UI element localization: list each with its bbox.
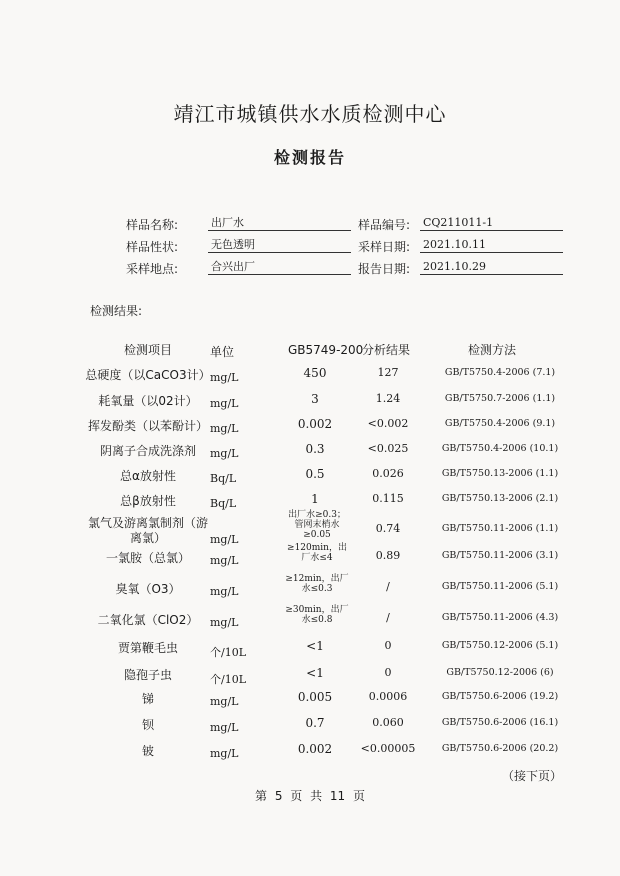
- sampling-date-value: 2021.10.11: [420, 237, 563, 253]
- row-unit: mg/L: [210, 554, 239, 567]
- row-standard: 450: [303, 366, 327, 380]
- page-footer: 第 5 页 共 11 页: [255, 789, 365, 803]
- row-method: GB/T5750.6-2006 (20.2): [441, 743, 559, 754]
- row-result: 0.115: [372, 492, 404, 505]
- row-standard: <1: [306, 666, 324, 680]
- row-item: 隐孢子虫: [123, 668, 172, 682]
- row-item: 臭氧（O3）: [115, 582, 181, 596]
- sample-name-value: 出厂水: [208, 215, 351, 231]
- row-method: GB/T5750.6-2006 (16.1): [441, 717, 559, 728]
- row-standard: 0.5: [305, 467, 325, 481]
- col-header-method: 检测方法: [468, 343, 517, 357]
- sampling-site-label: 采样地点:: [126, 262, 179, 276]
- row-item: 阴离子合成洗涤剂: [99, 444, 196, 458]
- row-unit: mg/L: [210, 747, 239, 760]
- row-standard: 3: [311, 392, 319, 406]
- row-result: 0.026: [372, 467, 404, 480]
- col-header-result: 分析结果: [362, 343, 411, 357]
- row-result: 0.74: [375, 522, 401, 535]
- row-item: 总硬度（以CaCO3计）: [85, 368, 211, 382]
- row-method: GB/T5750.13-2006 (1.1): [441, 468, 559, 479]
- row-result: <0.00005: [360, 742, 416, 755]
- row-result: <0.002: [367, 417, 409, 430]
- row-result: /: [386, 580, 390, 593]
- results-label: 检测结果:: [90, 304, 143, 318]
- row-standard: ≥120min，出厂水≤4: [287, 543, 347, 563]
- row-method: GB/T5750.7-2006 (1.1): [444, 393, 556, 404]
- sample-id-label: 样品编号:: [358, 218, 411, 232]
- row-result: 127: [377, 366, 399, 379]
- row-unit: mg/L: [210, 422, 239, 435]
- row-result: 1.24: [375, 392, 401, 405]
- row-result: 0.060: [372, 716, 404, 729]
- col-header-standard: GB5749-200: [288, 343, 364, 357]
- row-item: 贾第鞭毛虫: [117, 641, 178, 655]
- row-result: 0: [384, 639, 392, 652]
- row-standard: 0.7: [305, 716, 325, 730]
- row-unit: mg/L: [210, 721, 239, 734]
- row-method: GB/T5750.4-2006 (10.1): [441, 443, 559, 454]
- row-item: 铍: [141, 744, 154, 758]
- sample-appearance-value: 无色透明: [208, 237, 351, 253]
- row-item: 总α放射性: [120, 469, 176, 483]
- row-method: GB/T5750.11-2006 (4.3): [441, 612, 559, 623]
- row-result: <0.025: [367, 442, 409, 455]
- row-method: GB/T5750.12-2006 (5.1): [441, 640, 559, 651]
- row-unit: mg/L: [210, 616, 239, 629]
- report-date-label: 报告日期:: [358, 262, 411, 276]
- row-standard: ≥30min，出厂水≤0.8: [285, 605, 349, 625]
- row-unit: 个/10L: [210, 646, 247, 659]
- row-unit: mg/L: [210, 533, 239, 546]
- col-header-unit: 单位: [210, 345, 235, 359]
- report-date-value: 2021.10.29: [420, 259, 563, 275]
- row-unit: mg/L: [210, 397, 239, 410]
- row-method: GB/T5750.4-2006 (9.1): [444, 418, 556, 429]
- row-method: GB/T5750.6-2006 (19.2): [441, 691, 559, 702]
- row-unit: mg/L: [210, 585, 239, 598]
- sample-appearance-label: 样品性状:: [126, 240, 179, 254]
- sample-id-value: CQ211011-1: [420, 215, 563, 231]
- row-standard: 0.002: [297, 742, 333, 756]
- row-unit: mg/L: [210, 695, 239, 708]
- row-standard: 1: [311, 492, 319, 506]
- row-result: 0.89: [375, 549, 401, 562]
- row-item: 钡: [141, 718, 154, 732]
- row-standard: ≥12min，出厂水≤0.3: [285, 574, 349, 594]
- row-unit: 个/10L: [210, 673, 247, 686]
- row-item: 总β放射性: [120, 494, 176, 508]
- row-method: GB/T5750.12-2006 (6): [446, 667, 554, 678]
- report-title: 检测报告: [273, 148, 346, 167]
- continued-note: （接下页）: [502, 769, 563, 783]
- row-standard: 0.3: [305, 442, 325, 456]
- row-standard: 0.002: [297, 417, 333, 431]
- row-method: GB/T5750.11-2006 (3.1): [441, 550, 559, 561]
- row-item: 挥发酚类（以苯酚计）: [87, 419, 208, 433]
- row-item: 二氧化氯（ClO2）: [97, 613, 199, 627]
- sample-name-label: 样品名称:: [126, 218, 179, 232]
- row-result: /: [386, 611, 390, 624]
- row-standard: 0.005: [297, 690, 333, 704]
- row-unit: Bq/L: [210, 472, 237, 485]
- row-method: GB/T5750.11-2006 (5.1): [441, 581, 559, 592]
- row-unit: Bq/L: [210, 497, 237, 510]
- row-item: 耗氧量（以02计）: [98, 394, 198, 408]
- org-title: 靖江市城镇供水水质检测中心: [173, 102, 447, 126]
- row-result: 0: [384, 666, 392, 679]
- row-unit: mg/L: [210, 371, 239, 384]
- row-method: GB/T5750.13-2006 (2.1): [441, 493, 559, 504]
- row-result: 0.0006: [368, 690, 408, 703]
- row-method: GB/T5750.11-2006 (1.1): [441, 523, 559, 534]
- col-header-item: 检测项目: [124, 343, 173, 357]
- sampling-date-label: 采样日期:: [358, 240, 411, 254]
- row-item: 锑: [141, 692, 154, 706]
- row-unit: mg/L: [210, 447, 239, 460]
- row-method: GB/T5750.4-2006 (7.1): [444, 367, 556, 378]
- row-standard: <1: [306, 639, 324, 653]
- row-item: 一氯胺（总氯）: [105, 551, 190, 565]
- sampling-site-value: 合兴出厂: [208, 259, 351, 275]
- row-standard: 出厂水≥0.3；管网末梢水≥0.05: [288, 510, 346, 540]
- row-item: 氯气及游离氯制剂（游离氯）: [88, 516, 209, 545]
